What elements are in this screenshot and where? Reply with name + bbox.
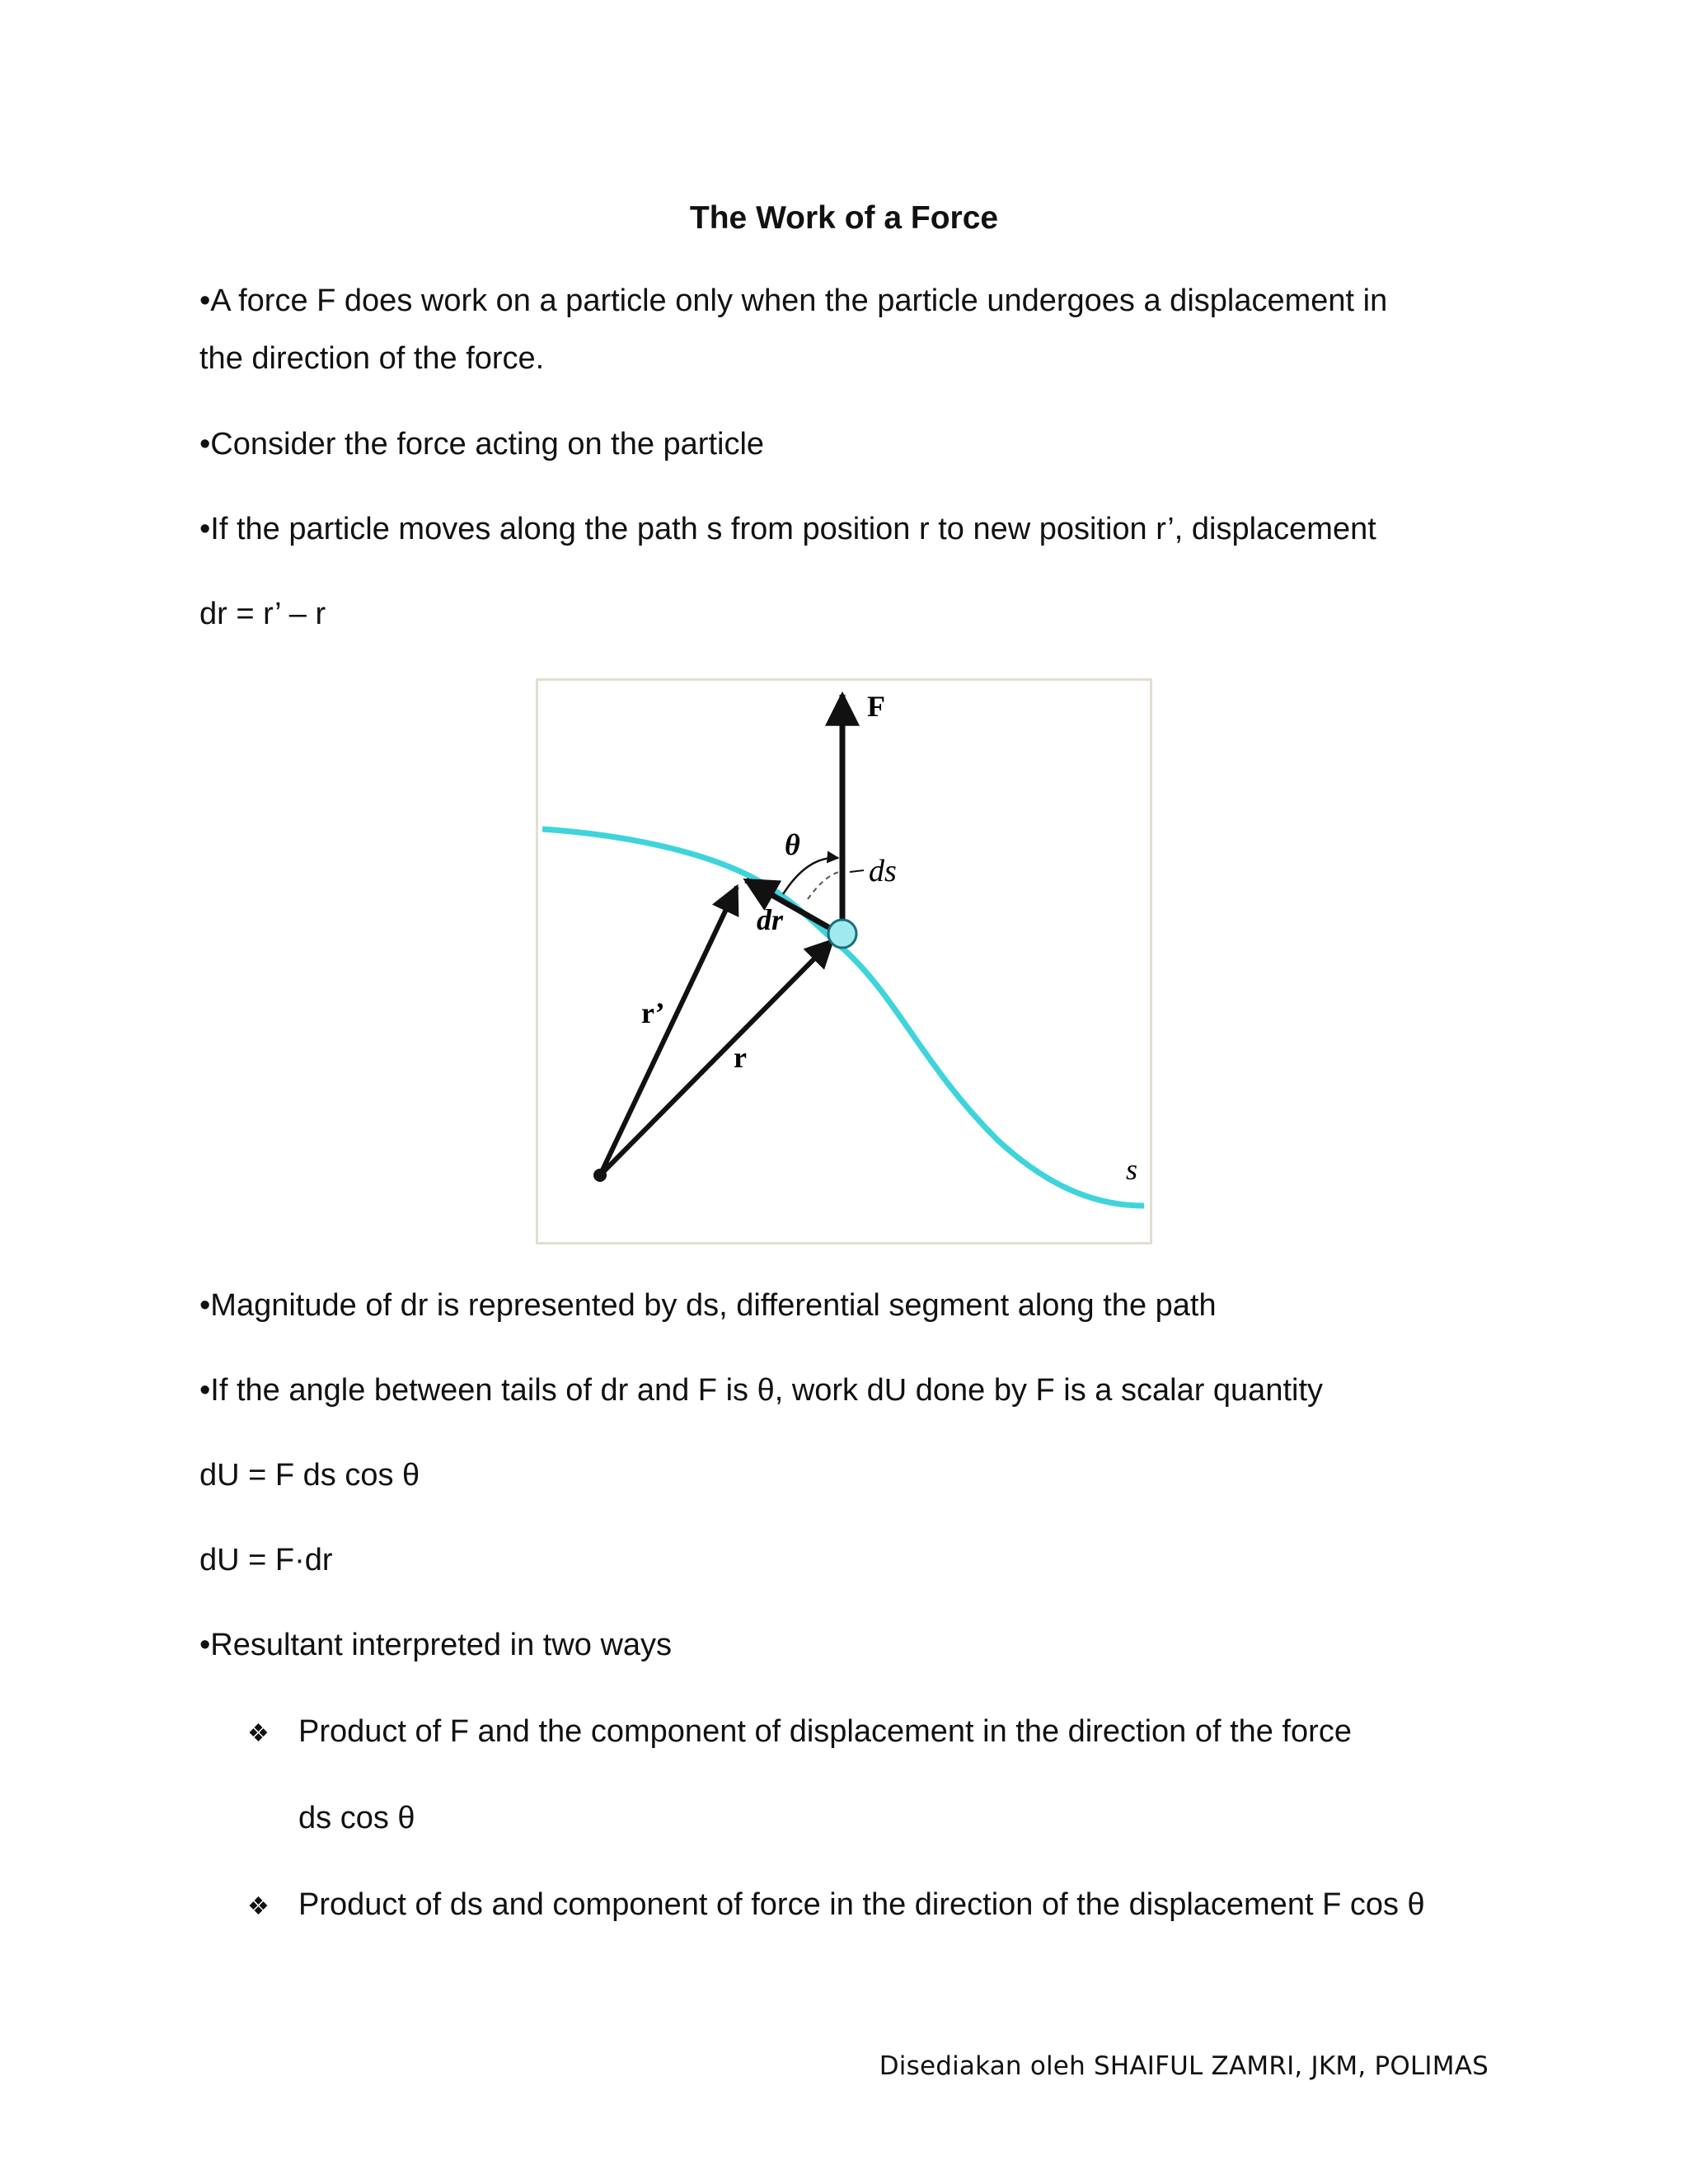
paragraph-resultant: •Resultant interpreted in two ways [199,1628,673,1662]
work-force-diagram [536,678,1152,1244]
paragraph-consider-force: •Consider the force acting on the particle [199,427,765,462]
equation-displacement: dr = r’ – r [199,597,326,631]
label-s: s [1126,1153,1138,1186]
paragraph-force-work-line2: the direction of the force. [199,341,545,376]
equation-work-dot: dU = F·dr [199,1543,333,1577]
origin-point [593,1169,607,1182]
label-dr: dr [757,903,784,936]
diamond-bullet-icon: ❖ [247,1893,270,1920]
page-footer: Disediakan oleh SHAIFUL ZAMRI, JKM, POLIMAS [879,2051,1489,2081]
paragraph-angle-work: •If the angle between tails of dr and F is θ, work dU done by F is a scalar quantity [199,1373,1324,1408]
label-ds: ds [869,854,897,888]
paragraph-particle-moves: •If the particle moves along the path s from position r to new position r’, displacement [199,512,1376,546]
equation-work-cos: dU = F ds cos θ [199,1458,420,1493]
sub-bullet-1-text: Product of F and the component of displacement in the direction of the force [298,1714,1352,1749]
sub-bullet-2 [247,1877,1425,1935]
page-title: The Work of a Force [689,200,999,236]
label-theta: θ [785,828,800,861]
sub-bullet-1-continuation: ds cos θ [298,1801,415,1835]
sub-bullet-1 [247,1704,1352,1762]
particle [828,920,856,948]
label-force: F [867,690,885,723]
diamond-bullet-icon: ❖ [247,1720,270,1747]
paragraph-force-work-line1: •A force F does work on a particle only when the particle undergoes a displacement in [199,284,1388,318]
paragraph-magnitude-dr: •Magnitude of dr is represented by ds, differential segment along the path [199,1288,1217,1323]
sub-bullet-2-text: Product of ds and component of force in the direction of the displacement F cos θ [298,1887,1425,1922]
label-r-prime: r’ [641,996,665,1029]
label-r: r [734,1041,747,1074]
